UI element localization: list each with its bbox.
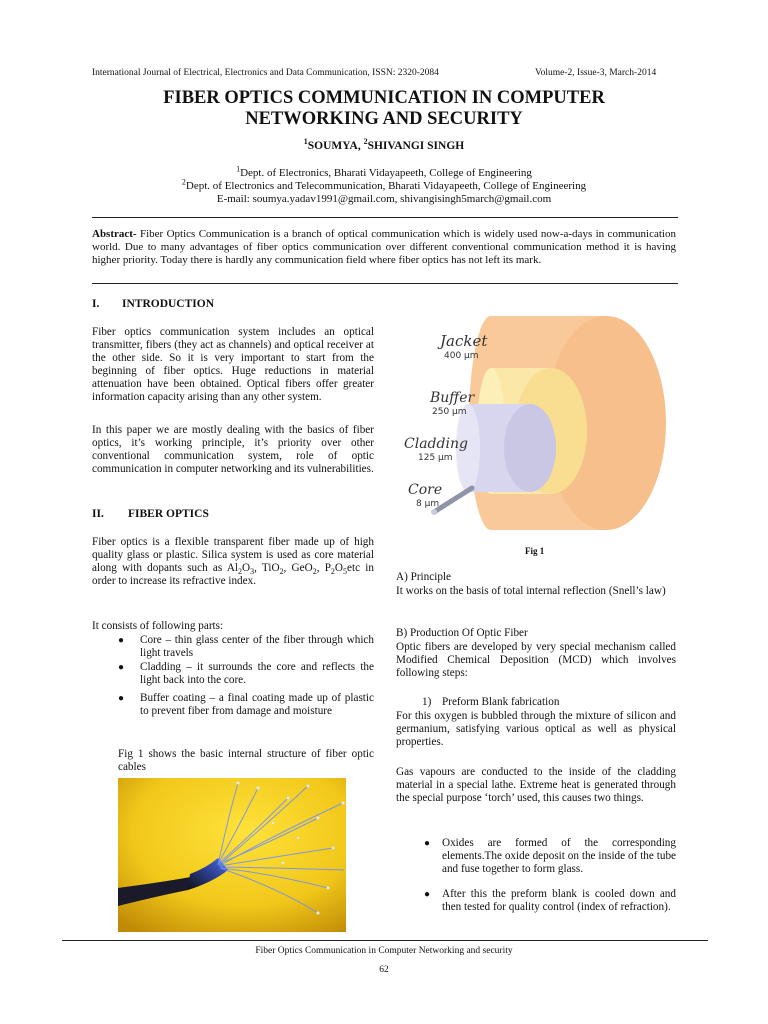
buffer-label: Buffer	[430, 390, 475, 406]
affiliation-1: Dept. of Electronics, Bharati Vidayapeeth, College of Engineering	[240, 167, 532, 179]
principle-heading: A) Principle	[396, 571, 451, 583]
cladding-size: 125 μm	[418, 453, 453, 463]
affiliation-2: Dept. of Electronics and Telecommunication, Bharati Vidayapeeth, College of Engineering	[185, 180, 587, 192]
step-1-text: For this oxygen is bubbled through the mixture of silicon and germanium, satisfying various optical as well as physical properties.	[396, 710, 676, 748]
part-cladding: Cladding – it surrounds the core and reflects the light back into the core.	[140, 661, 374, 686]
intro-paragraph-1: Fiber optics communication system includes an optical transmitter, fibers (they act as channels) and optical receiver at the other side. So it is very important to start from the beginning of fiber optics. Huge reductions in material attenuation have been obtained. Optical fibers offer greater information capacity arising than any other system.	[92, 326, 374, 403]
fiber-optics-paragraph: Fiber optics is a flexible transparent fiber made up of high quality glass or plastic. Silica system is used as core material along with dopants such as $Al_2O_3$, TiO$_2$, GeO$_2$, $P_2O_5etc$ in order to increase its refractive index.	[92, 536, 374, 587]
author1: SOUMYA,	[307, 140, 364, 152]
bullet-dot: ●	[424, 889, 431, 900]
volume-header: Volume-2, Issue-3, March-2014	[535, 68, 657, 78]
section-2-number: II.	[92, 508, 104, 520]
part-core: Core – thin glass center of the fiber through which light travels	[140, 634, 374, 659]
buffer-size: 250 μm	[432, 407, 467, 417]
step-1-number: 1)	[422, 696, 432, 708]
affiliations	[0, 164, 768, 206]
fiber-structure-diagram	[396, 306, 668, 538]
abstract-label: Abstract-	[92, 228, 137, 240]
divider-bottom	[92, 283, 678, 284]
email-line: E-mail: soumya.yadav1991@gmail.com, shivangisingh5march@gmail.com	[216, 193, 552, 205]
production-text: Optic fibers are developed by very special mechanism called Modified Chemical Deposition (MCD) which involves following steps:	[396, 641, 676, 679]
bullet-dot: ●	[424, 838, 431, 849]
bullet-dot: ●	[118, 662, 125, 673]
aff2-mark: 2	[181, 177, 186, 187]
page-number: 62	[379, 965, 389, 975]
fig-reference: Fig 1 shows the basic internal structure of fiber optic cables	[118, 748, 374, 773]
footer-rule	[62, 940, 708, 941]
author2: SHIVANGI SINGH	[367, 140, 465, 152]
abstract	[92, 228, 676, 267]
section-1-title: INTRODUCTION	[122, 298, 215, 310]
fiber-bundle-photo	[118, 778, 346, 932]
paper-title	[0, 88, 768, 130]
title-line-2: NETWORKING AND SECURITY	[245, 109, 523, 129]
figure-caption: Fig 1	[525, 546, 545, 556]
bullet-dot: ●	[118, 635, 125, 646]
oxides-bullet: Oxides are formed of the corresponding elements.The oxide deposit on the inside of the tube and fuse together to form glass.	[442, 837, 676, 875]
author2-mark: 2	[363, 137, 368, 147]
part-buffer: Buffer coating – a final coating made up of plastic to prevent fiber from damage and moisture	[140, 692, 374, 717]
section-1-number: I.	[92, 298, 100, 310]
gas-vapours-paragraph: Gas vapours are conducted to the inside of the cladding material in a special lathe. Extreme heat is generated through the special purpose ‘torch’ used, this causes two things.	[396, 766, 676, 804]
production-heading: B) Production Of Optic Fiber	[396, 627, 528, 639]
divider-top	[92, 217, 678, 218]
step-1-title: Preform Blank fabrication	[442, 696, 560, 708]
abstract-text: Fiber Optics Communication is a branch of optical communication which is widely used now-a-days in communication world. Due to many advantages of fiber optics communication over different conventional communication method it is having higher priority. Today there is hardly any communication field where fiber optics has not left its mark.	[92, 228, 676, 266]
jacket-size: 400 μm	[444, 351, 479, 361]
cladding-layer	[456, 404, 556, 492]
intro-paragraph-2: In this paper we are mostly dealing with the basics of fiber optics, it’s working principle, it’s priority over other conventional communication system, role of optic communication in computer networking and its vulnerabilities.	[92, 424, 374, 475]
core-label: Core	[408, 482, 443, 498]
section-2-title: FIBER OPTICS	[128, 508, 209, 520]
title-line-1: FIBER OPTICS COMMUNICATION IN COMPUTER	[163, 88, 605, 108]
aff1-mark: 1	[236, 164, 241, 174]
cladding-label: Cladding	[404, 436, 468, 452]
journal-header: International Journal of Electrical, Electronics and Data Communication, ISSN: 2320-2084	[92, 68, 439, 78]
authors	[0, 137, 768, 152]
author1-mark: 1	[303, 137, 308, 147]
principle-text: It works on the basis of total internal reflection (Snell’s law)	[396, 585, 666, 597]
bullet-dot: ●	[118, 693, 125, 704]
running-footer: Fiber Optics Communication in Computer Networking and security	[255, 946, 513, 956]
core-size: 8 μm	[416, 499, 440, 509]
cooling-bullet: After this the preform blank is cooled down and then tested for quality control (index of refraction).	[442, 888, 676, 913]
parts-intro: It consists of following parts:	[92, 620, 224, 632]
jacket-label: Jacket	[440, 332, 488, 350]
